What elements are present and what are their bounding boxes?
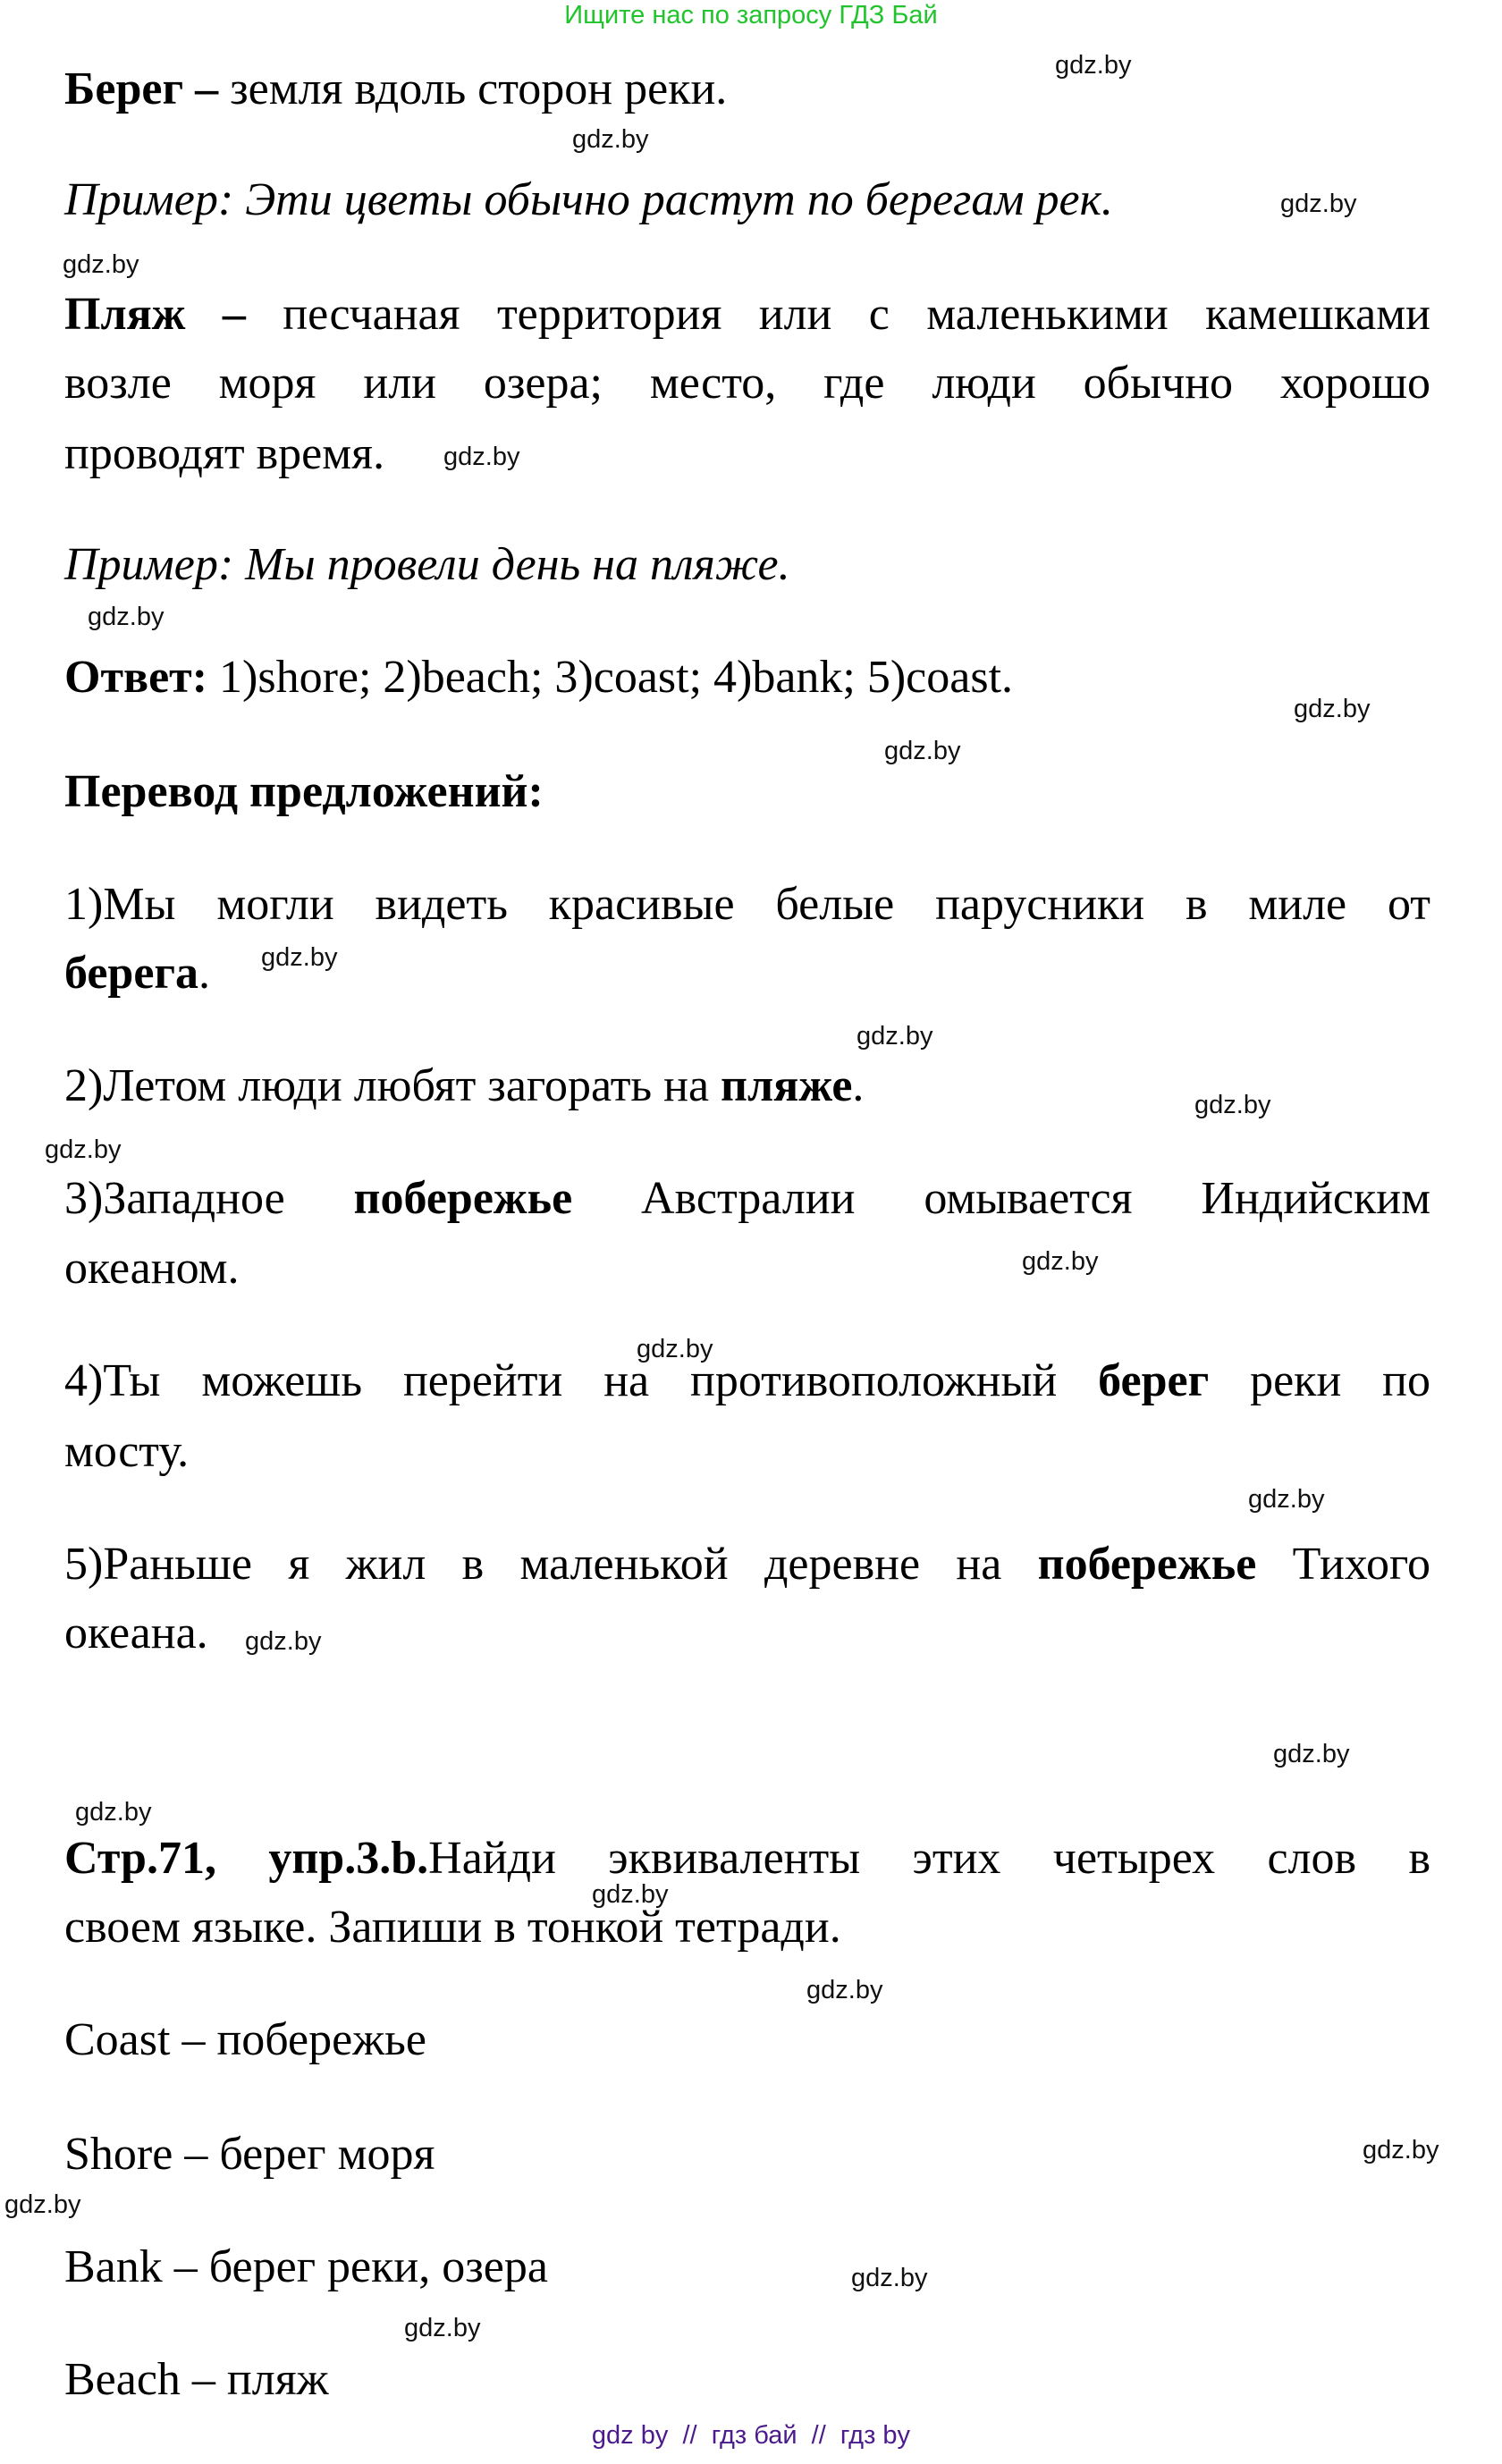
example-plyazh: Пример: Мы провели день на пляже. (64, 539, 790, 590)
sentence-text: 4)Ты можешь перейти на противоположный (64, 1355, 1099, 1406)
highlight-word: побережье (353, 1173, 573, 1224)
sentence-4-line1 (64, 1354, 1430, 1408)
sentence-3-line2: океаном. (64, 1243, 240, 1294)
watermark: gdz.by (1194, 1091, 1271, 1119)
sentence-4-line2: мосту. (64, 1426, 190, 1477)
highlight-word: берег (1098, 1355, 1210, 1406)
punct: . (852, 1060, 865, 1111)
watermark: gdz.by (884, 737, 961, 765)
exercise-ref: Стр.71, упр.3.b. (64, 1833, 429, 1884)
definition-plyazh-line2: возле моря или озера; место, где люди обычно хорошо (64, 358, 1430, 409)
watermark: gdz.by (1294, 695, 1371, 723)
term-bereg: Берег – (64, 63, 219, 114)
watermark: gdz.by (856, 1022, 933, 1051)
definition-bereg (64, 63, 727, 116)
watermark: gdz.by (1055, 51, 1132, 80)
watermark: gdz.by (404, 2314, 481, 2342)
watermark: gdz.by (261, 943, 338, 972)
watermark: gdz.by (245, 1627, 322, 1656)
sentence-3-line1 (64, 1172, 1430, 1226)
watermark: gdz.by (443, 443, 520, 471)
watermark: gdz.by (4, 2190, 81, 2219)
word-pair-shore: Shore – берег моря (64, 2129, 435, 2180)
task-text: Найди эквиваленты этих четырех слов в (428, 1833, 1430, 1884)
watermark: gdz.by (637, 1335, 713, 1363)
translation-heading (64, 765, 544, 819)
watermark: gdz.by (1022, 1247, 1099, 1276)
watermark: gdz.by (1248, 1485, 1325, 1514)
word-pair-coast: Coast – побережье (64, 2014, 426, 2065)
watermark: gdz.by (1280, 190, 1357, 218)
word-pair-beach: Beach – пляж (64, 2354, 329, 2405)
sentence-text: 5)Раньше я жил в маленькой деревне на (64, 1539, 1038, 1590)
sentence-5-line2: океана. (64, 1608, 208, 1658)
watermark: gdz.by (572, 125, 649, 154)
sentence-1-line2 (64, 947, 210, 1000)
exercise-heading-line2: своем языке. Запиши в тонкой тетради. (64, 1902, 841, 1953)
definition-plyazh-line1 (64, 288, 1430, 342)
watermark: gdz.by (592, 1880, 669, 1909)
answer-label: Ответ: (64, 652, 208, 703)
watermark: gdz.by (851, 2264, 928, 2292)
search-banner: Ищите нас по запросу ГДЗ Бай (564, 1, 938, 30)
sentence-text: реки по (1209, 1355, 1431, 1406)
sentence-text: 2)Летом люди любят загорать на (64, 1060, 721, 1111)
watermark: gdz.by (75, 1798, 152, 1827)
highlight-word: берега (64, 948, 199, 999)
watermark: gdz.by (45, 1135, 122, 1164)
watermark: gdz.by (806, 1976, 883, 2004)
watermark: gdz.by (1273, 1740, 1350, 1768)
word-pair-bank: Bank – берег реки, озера (64, 2241, 548, 2292)
sentence-text: Австралии омывается Индийским (572, 1173, 1430, 1224)
sentence-text: Тихого (1256, 1539, 1430, 1590)
example-bereg: Пример: Эти цветы обычно растут по берегам рек. (64, 174, 1113, 225)
term-plyazh: Пляж – (64, 289, 246, 340)
highlight-word: побережье (1037, 1539, 1257, 1590)
definition-text: земля вдоль сторон реки. (218, 63, 728, 114)
highlight-word: пляже (721, 1060, 853, 1111)
sentence-2 (64, 1059, 864, 1113)
sentence-5-line1 (64, 1538, 1430, 1591)
definition-text: песчаная территория или с маленькими камешками (245, 289, 1430, 340)
watermark: gdz.by (63, 250, 139, 279)
definition-plyazh-line3: проводят время. (64, 428, 385, 479)
watermark: gdz.by (88, 603, 165, 631)
footer-links: gdz by // гдз бай // гдз by (591, 2421, 911, 2450)
watermark: gdz.by (1363, 2136, 1439, 2164)
exercise-heading-line1 (64, 1832, 1430, 1886)
answer-line (64, 651, 1013, 705)
answer-text: 1)shore; 2)beach; 3)coast; 4)bank; 5)coast. (207, 652, 1014, 703)
sentence-1-line1: 1)Мы могли видеть красивые белые парусники в миле от (64, 879, 1430, 930)
punct: . (198, 948, 211, 999)
sentence-text: 3)Западное (64, 1173, 354, 1224)
heading-text: Перевод предложений: (64, 766, 544, 817)
